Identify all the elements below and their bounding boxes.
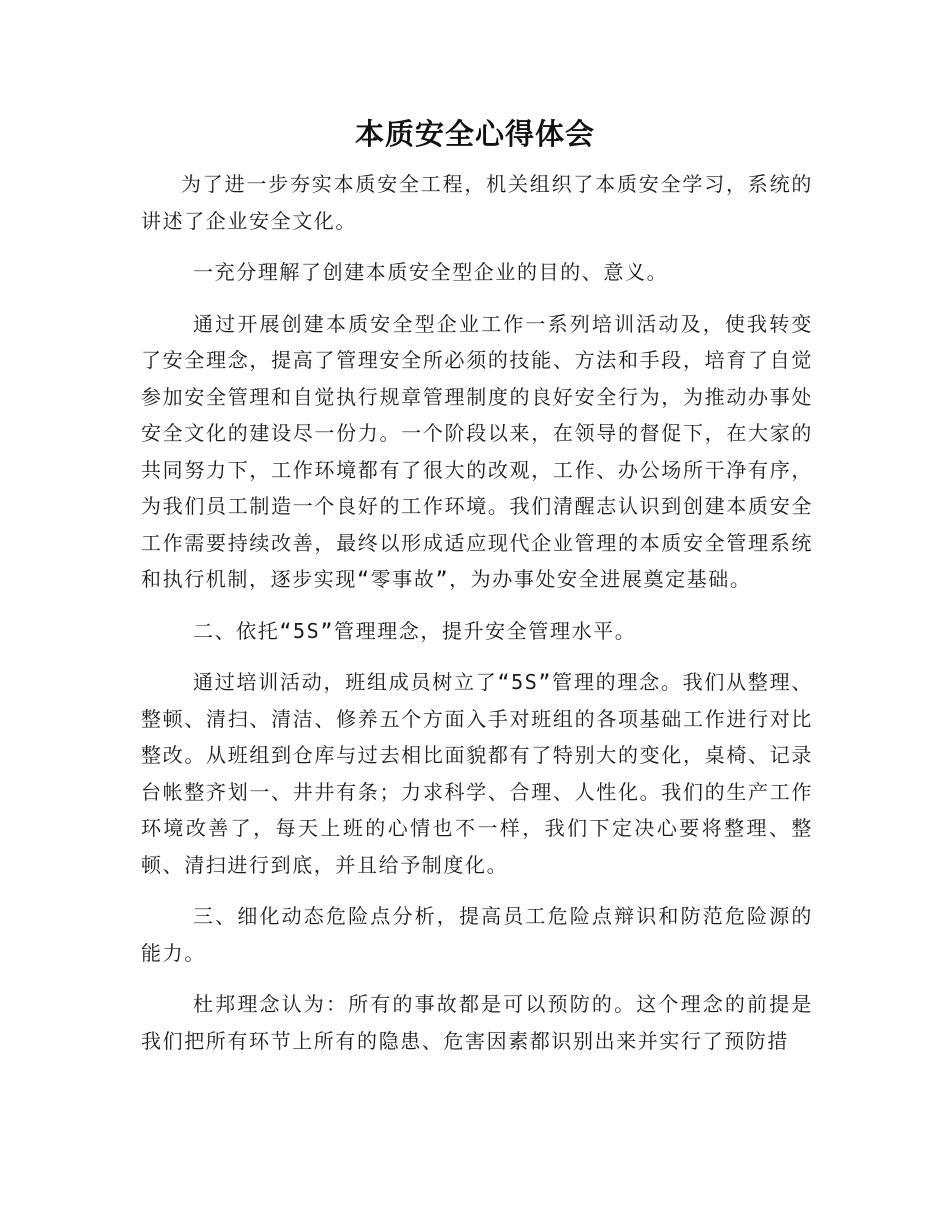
paragraph-heading-1: 一充分理解了创建本质安全型企业的目的、意义。 (193, 260, 669, 284)
paragraph-intro: 为了进一步夯实本质安全工程，机关组织了本质安全学习，系统的讲述了企业安全文化。 (141, 172, 813, 233)
paragraph-body-1: 通过开展创建本质安全型企业工作一系列培训活动及，使我转变了安全理念，提高了管理安全所必须的技能、方法和手段，培育了自觉参加安全管理和自觉执行规章管理制度的良好安全行为，为推动办事处安全文化的建设尽一份力。一个阶段以来，在领导的督促下，在大家的共同努力下，工作环境都有了很大的改观，工作、办公场所干净有序，为我们员工制造一个良好的工作环境。我们清醒志认识到创建本质安全工作需要持续改善，最终以形成适应现代企业管理的本质安全管理系统和执行机制，逐步实现“零事故”，为办事处安全进展奠定基础。 (141, 311, 813, 591)
document-title: 本质安全心得体会 (354, 117, 595, 151)
paragraph-heading-3: 三、细化动态危险点分析，提高员工危险点辩识和防范危险源的能力。 (141, 904, 813, 965)
paragraph-body-2: 通过培训活动，班组成员树立了“5S”管理的理念。我们从整理、整顿、清扫、清洁、修养五个方面入手对班组的各项基础工作进行对比整改。从班组到仓库与过去相比面貌都有了特别大的变化，桌椅、记录台帐整齐划一、井井有条；力求科学、合理、人性化。我们的生产工作环境改善了，每天上班的心情也不一样，我们下定决心要将整理、整顿、清扫进行到底，并且给予制度化。 (141, 670, 813, 877)
document-body (141, 166, 813, 1074)
paragraph-body-3: 杜邦理念认为：所有的事故都是可以预防的。这个理念的前提是我们把所有环节上所有的隐患、危害因素都识别出来并实行了预防措 (141, 992, 813, 1053)
paragraph-heading-2: 二、依托“5S”管理理念，提升安全管理水平。 (193, 618, 637, 643)
